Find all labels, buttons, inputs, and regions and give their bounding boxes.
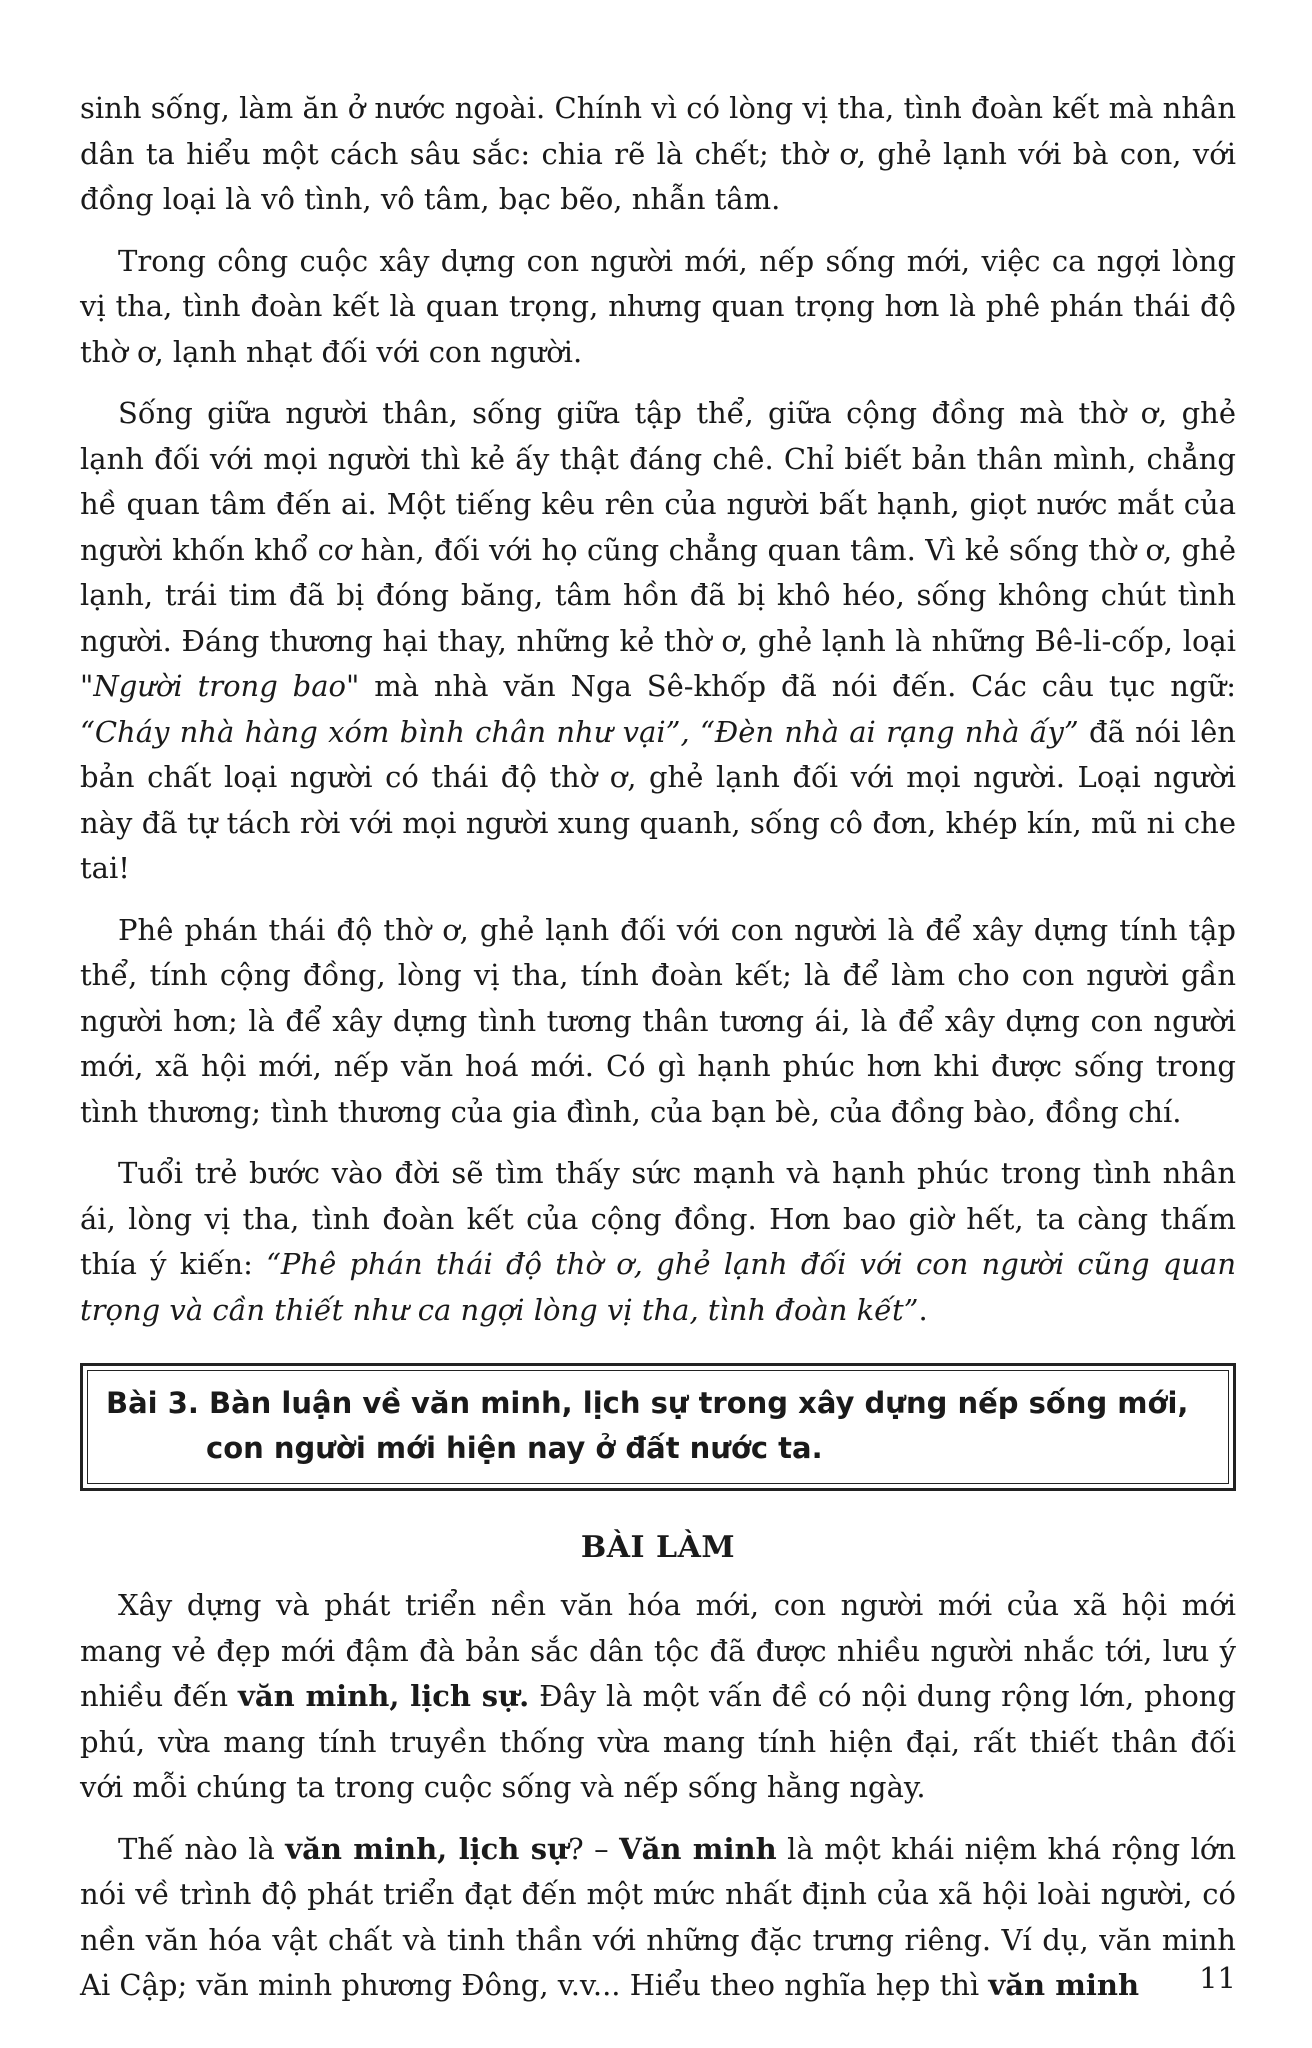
paragraph: Xây dựng và phát triển nền văn hóa mới, con người mới của xã hội mới mang vẻ đẹp mới đậm đà bản sắc dân tộc đã được nhiều người nhắc tới, lưu ý nhiều đến văn minh, lịch sự. Đây là một vấn đề có nội dung rộng lớn, phong phú, vừa mang tính truyền thống vừa mang tính hiện đại, rất thiết thân đối với mỗi chúng ta trong cuộc sống và nếp sống hằng ngày. bbox=[80, 1588, 1237, 1804]
exercise-box bbox=[80, 1363, 1236, 1491]
page-content bbox=[80, 86, 1236, 2025]
paragraph: Sống giữa người thân, sống giữa tập thể, giữa cộng đồng mà thờ ơ, ghẻ lạnh đối với mọi người thì kẻ ấy thật đáng chê. Chỉ biết bản thân mình, chẳng hề quan tâm đến ai. Một tiếng kêu rên của người bất hạnh, giọt nước mắt của người khốn khổ cơ hàn, đối với họ cũng chẳng quan tâm. Vì kẻ sống thờ ơ, ghẻ lạnh, trái tim đã bị đóng băng, tâm hồn đã bị khô héo, sống không chút tình người. Đáng thương hại thay, những kẻ thờ ơ, ghẻ lạnh là những Bê-li-cốp, loại "Người trong bao" mà nhà văn Nga Sê-khốp đã nói đến. Các câu tục ngữ: “Cháy nhà hàng xóm bình chân như vại”, “Đèn nhà ai rạng nhà ấy” đã nói lên bản chất loại người có thái độ thờ ơ, ghẻ lạnh đối với mọi người. Loại người này đã tự tách rời với mọi người xung quanh, sống cô đơn, khép kín, mũ ni che tai! bbox=[80, 396, 1236, 885]
page-number: 11 bbox=[1199, 1961, 1236, 1995]
exercise-box-inner bbox=[87, 1370, 1229, 1484]
paragraph: sinh sống, làm ăn ở nước ngoài. Chính vì có lòng vị tha, tình đoàn kết mà nhân dân ta hiểu một cách sâu sắc: chia rẽ là chết; thờ ơ, ghẻ lạnh với bà con, với đồng loại là vô tình, vô tâm, bạc bẽo, nhẫn tâm. bbox=[80, 91, 1236, 216]
exercise-prompt: Bài 3. Bàn luận về văn minh, lịch sự trong xây dựng nếp sống mới, con người mới hiện nay ở đất nước ta. bbox=[106, 1386, 1189, 1465]
paragraphs-top bbox=[80, 86, 1236, 1333]
paragraph: Tuổi trẻ bước vào đời sẽ tìm thấy sức mạnh và hạnh phúc trong tình nhân ái, lòng vị tha, tình đoàn kết của cộng đồng. Hơn bao giờ hết, ta càng thấm thía ý kiến: “Phê phán thái độ thờ ơ, ghẻ lạnh đối với con người cũng quan trọng và cần thiết như ca ngợi lòng vị tha, tình đoàn kết”. bbox=[80, 1156, 1237, 1327]
paragraphs-bottom bbox=[80, 1583, 1236, 2009]
answer-heading: BÀI LÀM bbox=[580, 1530, 736, 1565]
paragraph: Trong công cuộc xây dựng con người mới, nếp sống mới, việc ca ngợi lòng vị tha, tình đoàn kết là quan trọng, nhưng quan trọng hơn là phê phán thái độ thờ ơ, lạnh nhạt đối với con người. bbox=[80, 243, 1236, 369]
paragraph: Thế nào là văn minh, lịch sự? – Văn minh là một khái niệm khá rộng lớn nói về trình độ phát triển đạt đến một mức nhất định của xã hội loài người, có nền văn hóa vật chất và tinh thần với những đặc trưng riêng. Ví dụ, văn minh Ai Cập; văn minh phương Đông, v.v... Hiểu theo nghĩa hẹp thì văn minh bbox=[80, 1831, 1237, 2002]
paragraph: Phê phán thái độ thờ ơ, ghẻ lạnh đối với con người là để xây dựng tính tập thể, tính cộng đồng, lòng vị tha, tính đoàn kết; là để làm cho con người gần người hơn; là để xây dựng tình tương thân tương ái, là để xây dựng con người mới, xã hội mới, nếp văn hoá mới. Có gì hạnh phúc hơn khi được sống trong tình thương; tình thương của gia đình, của bạn bè, của đồng bào, đồng chí. bbox=[80, 912, 1236, 1129]
